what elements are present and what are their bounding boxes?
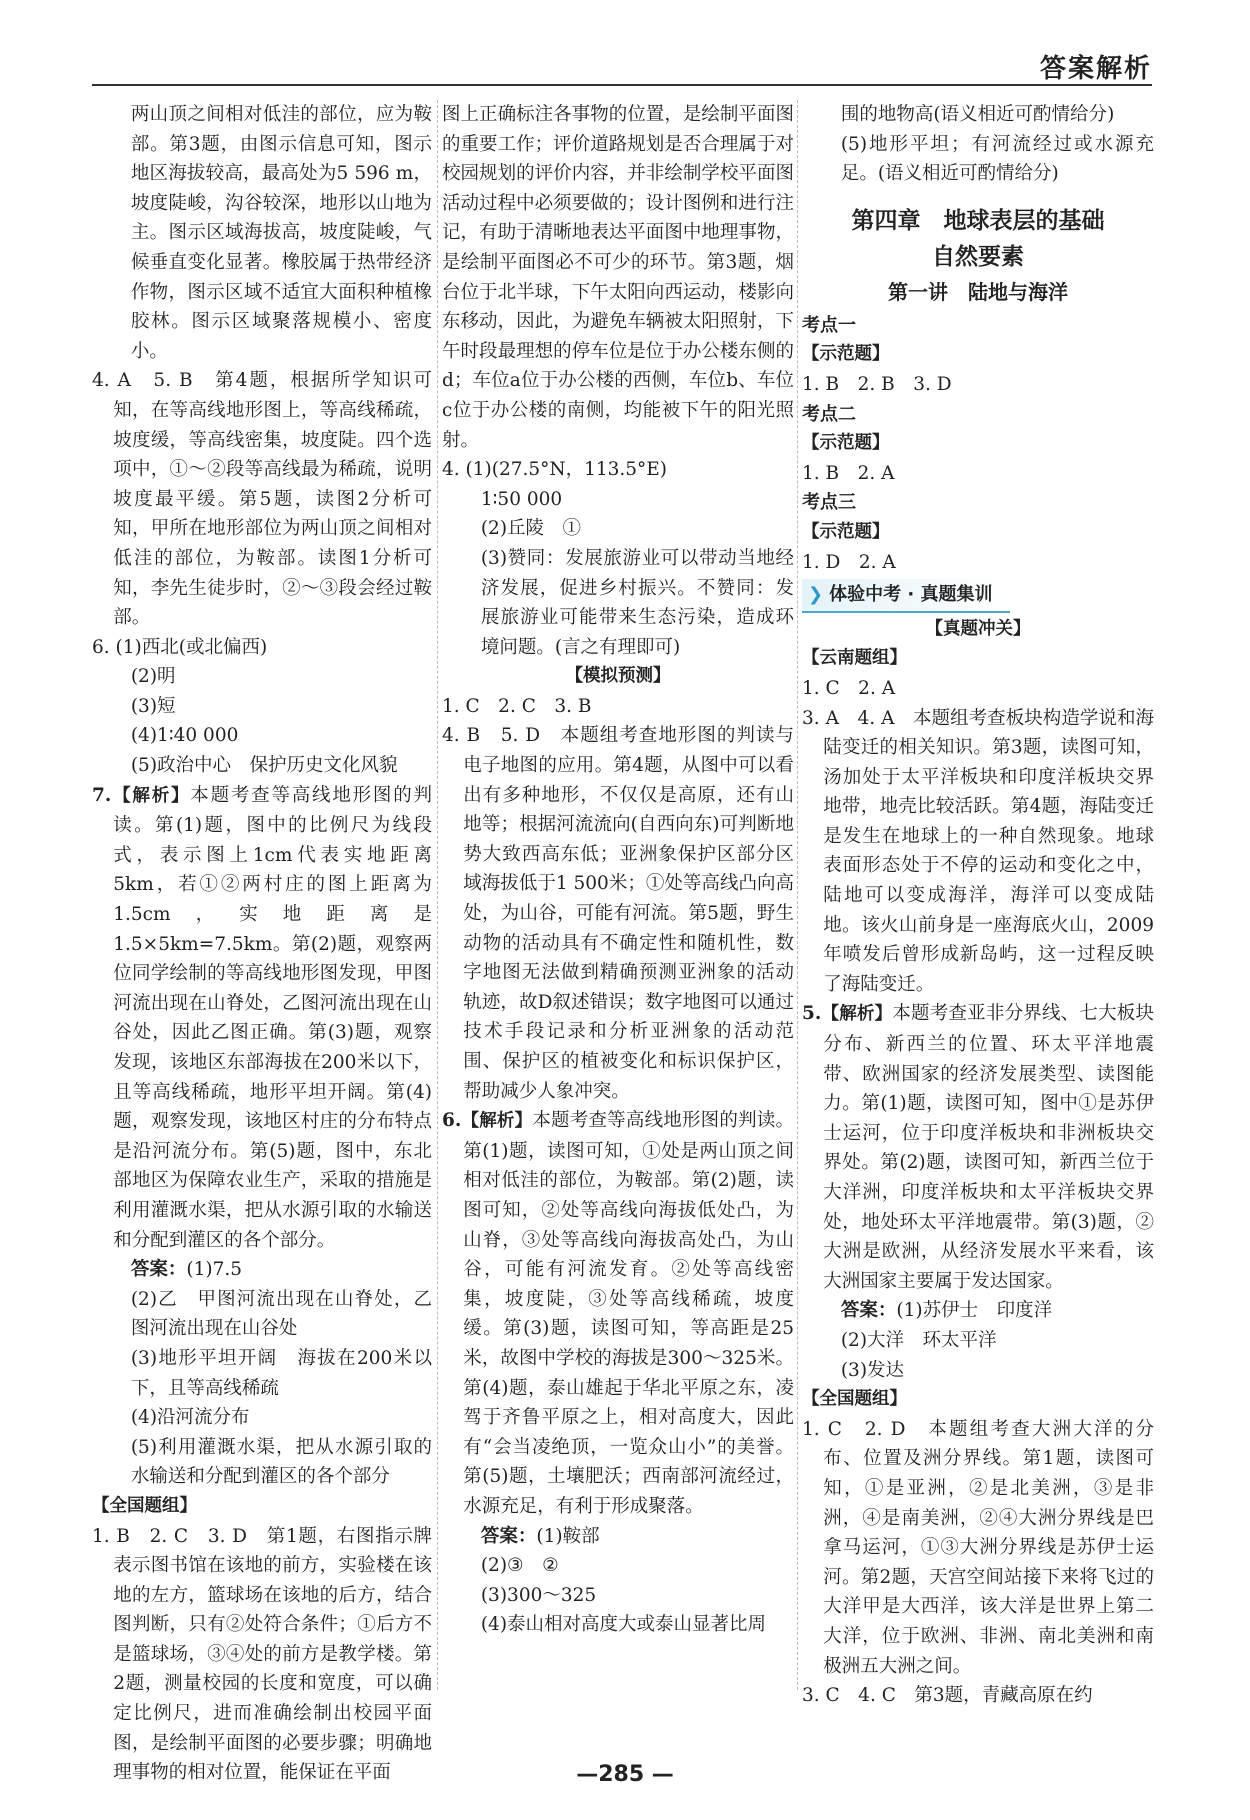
answer-q1-q3: 1. C 2. C 3. B [442, 695, 592, 717]
answer-label: 答案： [130, 1259, 187, 1281]
answer-q5 [802, 1296, 1154, 1326]
section-banner [802, 579, 1010, 613]
answer-line: (2)乙 甲图河流出现在山脊处，乙图河流出现在山谷处 [130, 1288, 432, 1340]
header-rule [92, 84, 1152, 86]
page-header-title: 答案解析 [1039, 54, 1152, 84]
answer-q7 [92, 1255, 432, 1285]
column-divider [437, 100, 438, 1690]
analysis-text: 本题考查亚非分界线、七大板块分布、新西兰的位置、环太平洋地震带、欧洲国家的经济发展类型、读图能力。第(1)题，读图可知，图中①是苏伊士运河，位于印度洋板块和非洲板块交界处。第(2)题，读图可知，新西兰位于大洋洲，印度洋板块和太平洋板块交界处，地处环太平洋地震带。第(3)题，②大洲是欧洲，从经济发展水平来看，该大洲国家主要属于发达国家。 [823, 1003, 1154, 1292]
column-divider [797, 100, 798, 1690]
answer-q3-q4: 3. C 4. C 第3题，青藏高原在约 [802, 1685, 1093, 1707]
answer-q6-analysis [442, 1106, 794, 1521]
answer-label: 答案： [840, 1300, 897, 1322]
answer-line: (2)③ ② [480, 1555, 559, 1577]
answer-line: (5)利用灌溉水渠，把从水源引取的水输送和分配到灌区的各个部分 [130, 1436, 432, 1488]
answer-q6 [442, 1522, 794, 1552]
answer-line: (1)鞍部 [536, 1525, 600, 1547]
answer-q3-q4: 3. A 4. A 本题组考查板块构造学说和海陆变迁的相关知识。第3题，读图可知，汤加处于太平洋板块和印度洋板块交界地带，地壳比较活跃。第4题，海陆变迁是发生在地球上的一种自然现象。地球表面形态处于不停的运动和变化之中，陆地可以变成海洋，海洋可以变成陆地。该火山前身是一座海底火山，2009年喷发后曾形成新岛屿，这一过程反映了海陆变迁。 [802, 707, 1154, 995]
answer-line: (2)大洋 环太平洋 [840, 1329, 997, 1351]
key-point-heading: 考点二 [802, 403, 856, 425]
analysis-tag: 【解析】 [111, 785, 191, 806]
answer-line: (4)泰山相对高度大或泰山显著比周 [480, 1614, 767, 1636]
answer-q6 [92, 633, 432, 781]
example-answers: 1. B 2. B 3. D [802, 373, 952, 395]
answer-line: (2)丘陵 ① [480, 518, 582, 540]
banner-label: 体验中考 · 真题集训 [829, 584, 993, 606]
question-number: 5. [802, 1003, 822, 1025]
example-tag: 【示范题】 [802, 521, 890, 542]
answer-q1-q3: 1. B 2. C 3. D 第1题，右图指示牌表示图书馆在该地的前方，实验楼在该地的左方，篮球场在该地的后方，结合图判断，只有②处符合条件；①后方不是篮球场，③④处的前方是教学楼。第2题，测量校园的长度和宽度，可以确定比例尺，进而准确绘制出校园平面图，是绘制平面图的必要步骤；明确地理事物的相对位置，能保证在平面 [92, 1525, 432, 1784]
analysis-text: 本题考查等高线地形图的判读。第(1)题，图中的比例尺为线段式，表示图上1cm代表实地距离5km，若①②两村庄的图上距离为1.5cm，实地距离是1.5×5km=7.5km。第(2)题，观察两位同学绘制的等高线地形图发现，甲图河流出现在山脊处，乙图河流出现在山谷处，因此乙图正确。第(3)题，观察发现，该地区东部海拔在200米以下，且等高线稀疏，地形平坦开阔。第(4)题，观察发现，该地区村庄的分布特点是沿河流分布。第(5)题，图中，东北部地区为保障农业生产，采取的措施是利用灌溉水渠，把从水源引取的水输送和分配到灌区的各个部分。 [113, 784, 432, 1251]
example-answers: 1. B 2. A [802, 462, 895, 484]
analysis-text: 本题考查等高线地形图的判读。第(1)题，读图可知，①处是两山顶之间相对低洼的部位，为鞍部。第(2)题，读图可知，②处等高线向海拔低处凸，为山脊，③处等高线向海拔高处凸，为山谷，可能有河流发育。②处等高线密集，坡度陡，③处等高线稀疏，坡度缓。第(3)题，读图可知，等高距是25米，故图中学校的海拔是300～325米。第(4)题，泰山雄起于华北平原之东，凌驾于齐鲁平原之上，相对高度大，因此有“会当凌绝顶，一览众山小”的美誉。第(5)题，土壤肥沃；西南部河流经过，水源充足，有利于形成聚落。 [463, 1110, 794, 1517]
answer-label: 答案： [480, 1525, 537, 1547]
section-yunnan-group: 【云南题组】 [802, 648, 907, 669]
answer-line: (3)发达 [840, 1359, 905, 1381]
key-point-heading: 考点一 [802, 314, 856, 336]
example-answers: 1. D 2. A [802, 551, 896, 573]
answer-q4-q5: 4. A 5. B 第4题，根据所学知识可知，在等高线地形图上，等高线稀疏，坡度缓，等高线密集，坡度陡。四个选项中，①～②段等高线最为稀疏，说明坡度最平缓。第5题，读图2分析可知，甲所在地形部位为两山顶之间相对低洼的部位，为鞍部。读图1分析可知，李先生徒步时，②～③段会经过鞍部。 [92, 370, 432, 629]
analysis-tag: 【解析】 [821, 1004, 893, 1025]
column-left [92, 100, 432, 1788]
example-tag: 【示范题】 [802, 344, 890, 365]
answer-line: (1)7.5 [186, 1259, 242, 1281]
answer-line: (3)地形平坦开阔 海拔在200米以下，且等高线稀疏 [130, 1347, 432, 1399]
column-middle [442, 100, 794, 1640]
answer-q1-q2: 1. C 2. A [802, 677, 896, 699]
analysis-tag: 【解析】 [461, 1111, 533, 1132]
section-mock-prediction: 【模拟预测】 [565, 666, 671, 687]
answer-line: (3)短 [130, 695, 176, 717]
answer-line: (1)苏伊士 印度洋 [896, 1300, 1053, 1322]
continued-paragraph: 两山顶之间相对低洼的部位，应为鞍部。第3题，由图示信息可知，图示地区海拔较高，最高处为5 596 m，坡度陡峻，沟谷较深，地形以山地为主。图示区域海拔高，坡度陡峻，气候垂直变化显著。橡胶属于热带经济作物，图示区域不适宜大面积种植橡胶林。图示区域聚落规模小、密度小。 [130, 104, 432, 362]
continued-paragraph: 围的地物高(语义相近可酌情给分) [840, 104, 1115, 125]
answer-q7-analysis [92, 781, 432, 1256]
section-real-exam: 【真题冲关】 [925, 618, 1031, 639]
question-number: 6. [442, 1110, 462, 1132]
chevron-right-icon: ❯ [808, 584, 824, 606]
answer-line: (4)沿河流分布 [130, 1407, 250, 1429]
continued-paragraph: 图上正确标注各事物的位置，是绘制平面图的重要工作；评价道路规划是否合理属于对校园规划的评价内容，并非绘制学校平面图活动过程中必须要做的；设计图例和进行注记，有助于清晰地表达平面图中地理事物，是绘制平面图必不可少的环节。第3题，烟台位于北半球，下午太阳向西运动，楼影向东移动，因此，为避免车辆被太阳照射，下午时段最理想的停车位是位于办公楼东侧的d；车位a位于办公楼的西侧，车位b、车位c位于办公楼的南侧，均能被下午的阳光照射。 [442, 104, 794, 451]
answer-line: (4)1∶40 000 [130, 725, 239, 747]
answer-q1-q2: 1. C 2. D 本题组考查大洲大洋的分布、位置及洲分界线。第1题，读图可知，①是亚洲，②是北美洲，③是非洲，④是南美洲，②④大洲分界线是巴拿马运河，①③大洲分界线是苏伊士运河。第2题，天宫空间站接下来将飞过的大洋甲是大西洋，该大洋是世界上第二大洋，位于欧洲、非洲、南北美洲和南极洲五大洲之间。 [802, 1418, 1154, 1677]
lecture-title: 第一讲 陆地与海洋 [888, 279, 1068, 304]
answer-line: 4. (1)(27.5°N，113.5°E) [442, 459, 668, 481]
column-right [802, 100, 1154, 1711]
answer-line: 6. (1)西北(或北偏西) [92, 636, 268, 658]
example-tag: 【示范题】 [802, 433, 890, 454]
answer-line: (3)赞同：发展旅游业可以带动当地经济发展，促进乡村振兴。不赞同：发展旅游业可能带来生态污染，造成环境问题。(言之有理即可) [480, 547, 794, 658]
continued-paragraph: (5)地形平坦；有河流经过或水源充足。(语义相近可酌情给分) [840, 133, 1154, 185]
answer-line: 1∶50 000 [480, 488, 563, 510]
answer-q5-analysis [802, 999, 1154, 1296]
answer-line: (2)明 [130, 666, 176, 688]
section-national-group: 【全国题组】 [802, 1389, 907, 1410]
chapter-title [802, 203, 1154, 275]
key-point-heading: 考点三 [802, 492, 856, 514]
page-number: —285 — [576, 1762, 674, 1787]
chapter-title-line: 第四章 地球表层的基础 [851, 207, 1105, 234]
section-national-group: 【全国题组】 [92, 1495, 197, 1516]
answer-line: (5)政治中心 保护历史文化风貌 [130, 755, 398, 777]
answer-q4-q5: 4. B 5. D 本题组考查地形图的判读与电子地图的应用。第4题，从图中可以看出有多种地形，不仅仅是高原，还有山地等；根据河流流向(自西向东)可判断地势大致西高东低；亚洲象保护区部分区域海拔低于1 500米；①处等高线凸向高处，为山谷，可能有河流。第5题，野生动物的活动具有不确定性和随机性，数字地图无法做到精确预测亚洲象的活动轨迹，故D叙述错误；数字地图可以通过技术手段记录和分析亚洲象的活动范围、保护区的植被变化和标识保护区，帮助减少人象冲突。 [442, 725, 794, 1102]
chapter-title-line: 自然要素 [932, 243, 1024, 270]
answer-line: (3)300～325 [480, 1584, 597, 1606]
question-number: 7. [92, 784, 112, 806]
